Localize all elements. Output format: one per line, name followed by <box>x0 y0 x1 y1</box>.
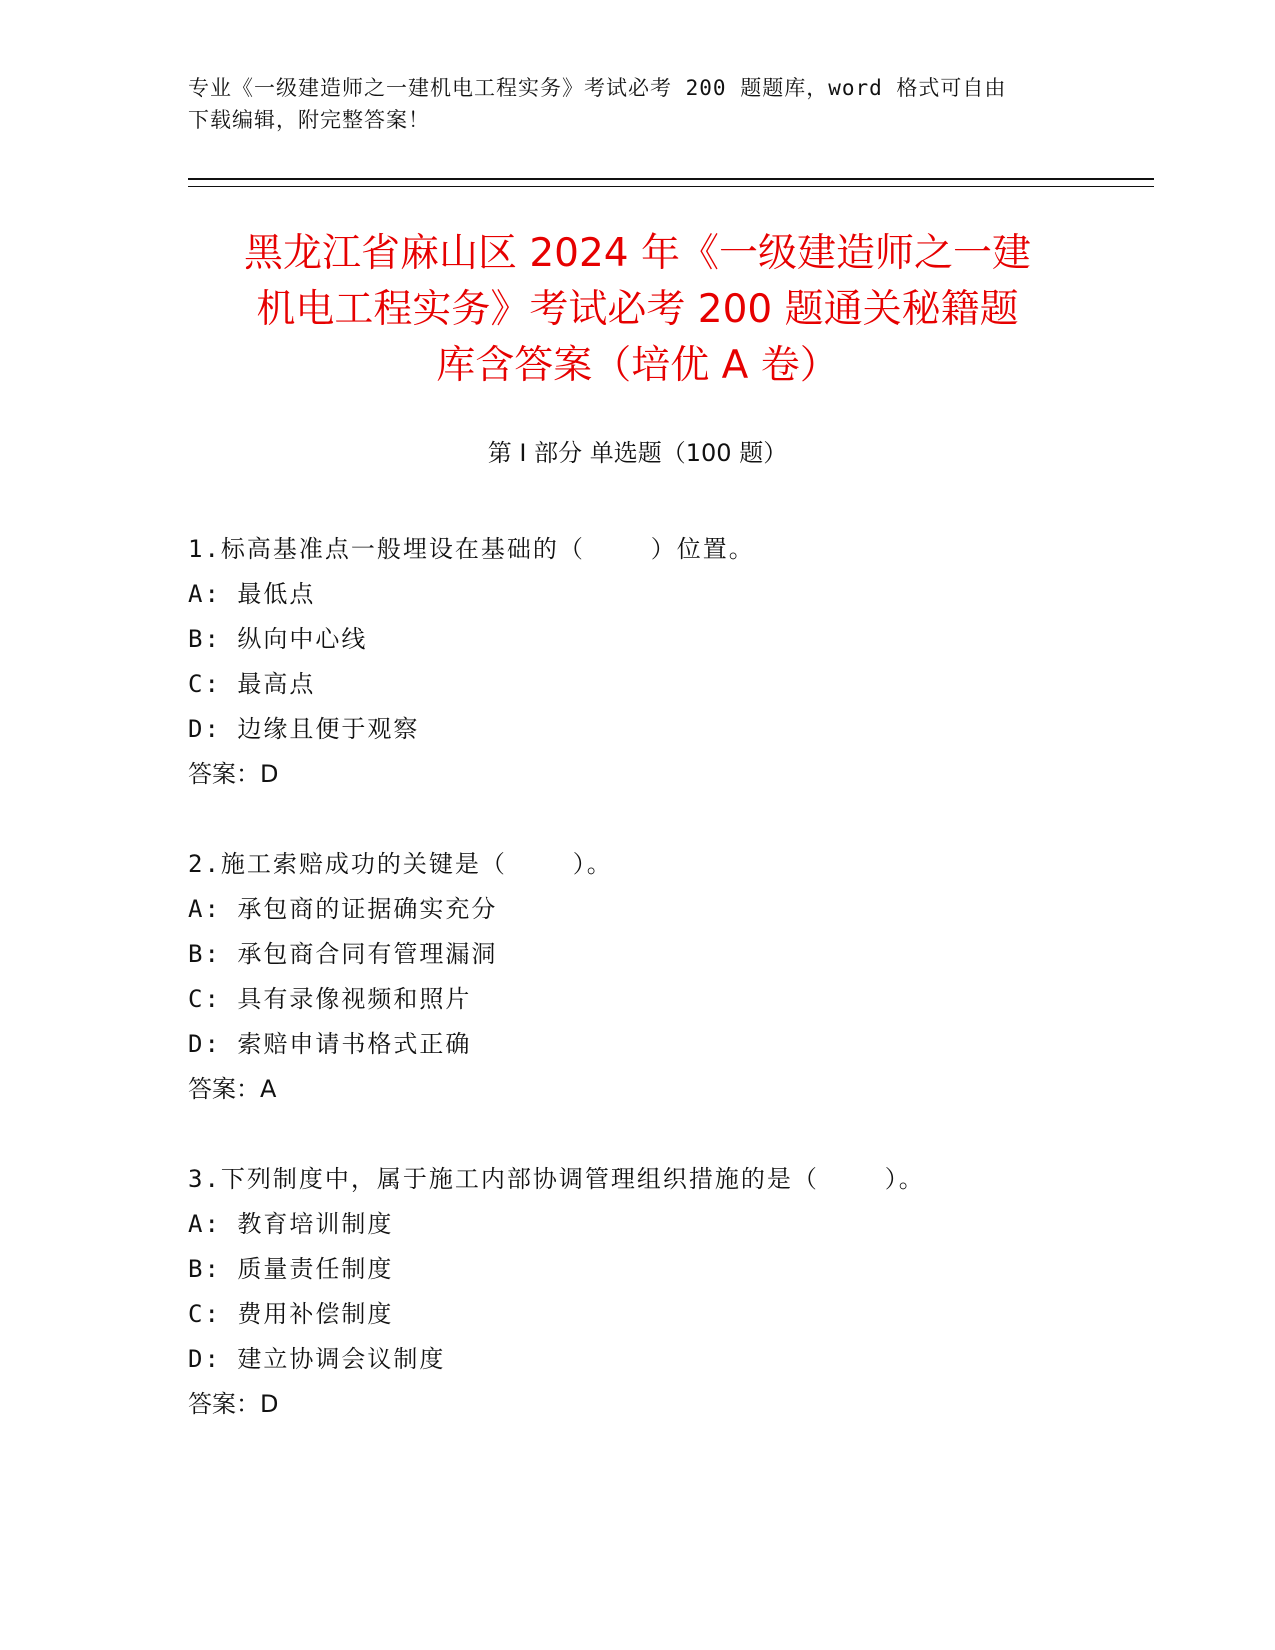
question-item <box>188 1157 1148 1427</box>
answer-line: 答案：D <box>188 760 279 788</box>
question-stem: 3.下列制度中，属于施工内部协调管理组织措施的是（ ）。 <box>188 1165 925 1193</box>
option-a: A: 教育培训制度 <box>188 1210 394 1238</box>
option-c: C: 最高点 <box>188 670 316 698</box>
option-d: D: 建立协调会议制度 <box>188 1345 446 1373</box>
question-stem: 1.标高基准点一般埋设在基础的（ ）位置。 <box>188 535 755 563</box>
header-note <box>188 72 1068 136</box>
option-d: D: 边缘且便于观察 <box>188 715 420 743</box>
question-item <box>188 842 1148 1112</box>
header-rule-thick <box>188 178 1154 180</box>
header-note-line-2: 下载编辑，附完整答案！ <box>188 108 430 132</box>
option-b: B: 纵向中心线 <box>188 625 368 653</box>
answer-line: 答案：A <box>188 1075 277 1103</box>
answer-line: 答案：D <box>188 1390 279 1418</box>
option-b: B: 质量责任制度 <box>188 1255 394 1283</box>
document-title <box>150 226 1125 394</box>
question-list <box>188 527 1148 1472</box>
option-c: C: 费用补偿制度 <box>188 1300 394 1328</box>
document-title-line-3: 库含答案（培优 A 卷） <box>436 343 839 388</box>
header-note-line-1: 专业《一级建造师之一建机电工程实务》考试必考 200 题题库，word 格式可自由 <box>188 76 1007 100</box>
section-heading: 第 I 部分 单选题（100 题） <box>487 439 788 467</box>
header-rule-thin <box>188 186 1154 187</box>
document-title-line-2: 机电工程实务》考试必考 200 题通关秘籍题 <box>256 287 1019 332</box>
option-d: D: 索赔申请书格式正确 <box>188 1030 472 1058</box>
document-title-line-1: 黑龙江省麻山区 2024 年《一级建造师之一建 <box>243 231 1032 276</box>
option-a: A: 承包商的证据确实充分 <box>188 895 498 923</box>
question-item <box>188 527 1148 797</box>
option-a: A: 最低点 <box>188 580 316 608</box>
option-b: B: 承包商合同有管理漏洞 <box>188 940 498 968</box>
option-c: C: 具有录像视频和照片 <box>188 985 472 1013</box>
question-stem: 2.施工索赔成功的关键是（ ）。 <box>188 850 613 878</box>
